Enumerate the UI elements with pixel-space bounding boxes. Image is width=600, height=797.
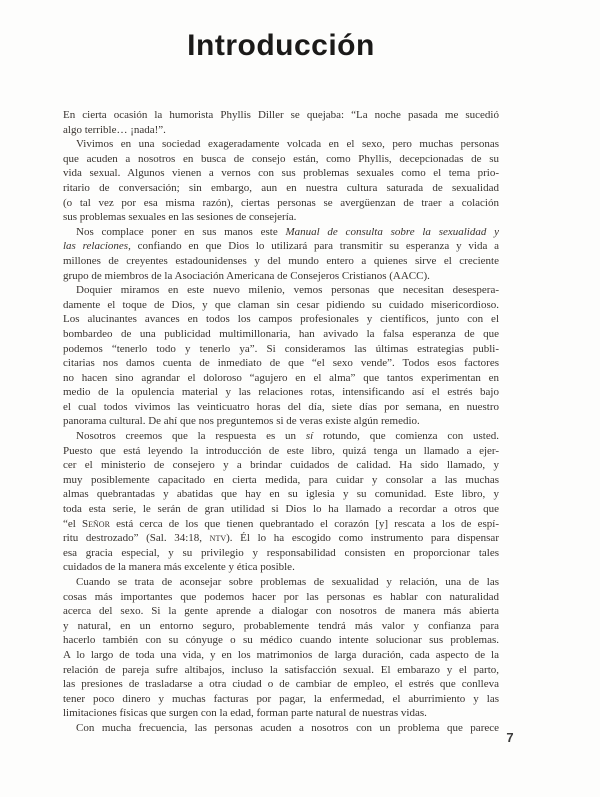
- text-run: grupo de miembros de la Asociación Americana de Consejeros Cristianos (AACC).: [63, 269, 430, 282]
- text-line: [63, 269, 499, 284]
- text-run: Doquier miramos en este nuevo milenio, vemos personas que necesitan desespera-: [76, 284, 499, 297]
- page-title: Introducción: [187, 29, 375, 62]
- text-line: [63, 692, 499, 707]
- paragraph: [63, 575, 499, 721]
- text-run: Con mucha frecuencia, las personas acuden a nosotros con un problema que parece: [76, 721, 499, 734]
- text-line: [63, 356, 499, 371]
- text-run: Nos complace poner en sus manos este: [76, 225, 286, 238]
- text-line: [63, 123, 499, 138]
- italic-text: las relaciones: [63, 240, 129, 253]
- text-line: [63, 517, 499, 532]
- text-run: que acuden a nosotros en busca de consejo están, como Phyllis, decepcionadas de su: [63, 152, 499, 165]
- text-run: sus problemas sexuales en las sesiones de consejería.: [63, 211, 297, 224]
- text-run: Vivimos en una sociedad exageradamente volcada en el sexo, pero muchas personas: [76, 138, 499, 151]
- text-run: almas quebrantadas y abatidas que hay en su iglesia y su comunidad. Este libro, y: [63, 488, 499, 501]
- text-run: tener poco dinero y muchas facturas por pagar, la enfermedad, el aburrimiento y las: [63, 692, 499, 705]
- text-run: acerca del sexo. Si la gente aprende a dialogar con nosotros de manera más abierta: [63, 605, 499, 618]
- text-run: “el: [63, 517, 83, 530]
- text-line: [63, 166, 499, 181]
- text-line: [63, 225, 499, 240]
- text-run: el cual todos vivimos las veinticuatro horas del día, siete días por semana, en nuestro: [63, 400, 499, 413]
- text-line: [63, 371, 499, 386]
- text-line: [63, 327, 499, 342]
- text-line: [63, 531, 499, 546]
- text-run: Cuando se trata de aconsejar sobre problemas de sexualidad y relación, una de las: [76, 576, 499, 588]
- text-run: algo terrible… ¡nada!”.: [63, 123, 166, 136]
- text-run: cosas más importantes que podemos hacer por las personas es hablar con naturalidad: [63, 590, 499, 603]
- paragraph: [63, 283, 499, 429]
- text-line: [63, 502, 499, 517]
- text-line: [63, 400, 499, 415]
- text-line: [63, 342, 499, 357]
- text-line: [63, 560, 499, 575]
- paragraph: [63, 225, 499, 283]
- text-run: (o tal vez por esa misma razón), ciertas personas se avergüenzan de traer a colación: [63, 196, 499, 209]
- text-run: citarias nos damos cuenta de inmediato de que “el sexo vende”. Todos esos factores: [63, 357, 499, 370]
- text-line: [63, 108, 499, 123]
- text-line: [63, 590, 499, 605]
- text-run: panorama cultural. De ahí que nos preguntemos si de veras existe algún remedio.: [63, 415, 420, 428]
- text-line: [63, 663, 499, 678]
- page-number: 7: [506, 730, 514, 745]
- text-line: [63, 487, 499, 502]
- text-run: rotundo, que comienza con usted.: [313, 430, 499, 443]
- paragraph: [63, 721, 499, 736]
- text-line: [63, 648, 499, 663]
- text-run: toda esta serie, le serán de gran utilidad si Dios lo ha llamado a recordar a otros que: [63, 503, 499, 516]
- text-run: relación de pareja sufre altibajos, incluso la satisfacción sexual. El embarazo y el parto,: [63, 663, 499, 676]
- smallcaps-text: ntv: [209, 532, 227, 545]
- text-line: [63, 210, 499, 225]
- smallcaps-text: Señor: [82, 517, 110, 530]
- text-run: hacerlo también con su cónyuge o su médico cuando intente solucionar sus problemas.: [63, 634, 499, 647]
- text-line: [63, 473, 499, 488]
- italic-text: sí: [305, 430, 314, 443]
- text-line: [63, 619, 499, 634]
- text-run: y natural, en un entorno seguro, probablemente tendrá más valor y confianza para: [63, 619, 499, 632]
- text-run: medio de la opulencia material y las relaciones rotas, intensificando así el estrés bajo: [63, 386, 499, 399]
- text-line: [63, 152, 499, 167]
- text-run: limitaciones físicas que surgen con la edad, forman parte natural de nuestras vidas.: [63, 707, 427, 720]
- text-run: Nosotros creemos que la respuesta es un: [76, 430, 306, 443]
- text-run: ritario de conversación; sin embargo, aun en nuestra cultura saturada de sexualidad: [63, 181, 499, 194]
- text-line: [63, 283, 499, 298]
- text-run: damente el toque de Dios, y que claman sin cesar pidiendo su cuidado misericordioso.: [63, 298, 499, 311]
- text-line: [63, 721, 499, 736]
- paragraph: [63, 108, 499, 137]
- text-run: muy posiblemente capacitado en cierta medida, para cuidar y consolar a las muchas: [63, 473, 499, 486]
- text-line: [63, 137, 499, 152]
- text-line: [63, 298, 499, 313]
- text-line: [63, 385, 499, 400]
- text-line: [63, 706, 499, 721]
- text-line: [63, 239, 499, 254]
- text-run: no hacen sino agrandar el doloroso “agujero en el alma” que tantos experimentan en: [63, 371, 499, 384]
- text-run: cuidados de la manera más excelente y ética posible.: [63, 561, 295, 574]
- text-run: esa gracia especial, y su privilegio y responsabilidad consisten en proporcionar tales: [63, 546, 499, 559]
- body-text: [63, 108, 499, 736]
- text-run: está cerca de los que tienen quebrantado el corazón [y] rescata a los de espí-: [109, 517, 499, 530]
- text-line: [63, 677, 499, 692]
- text-run: ritu destrozado” (Sal. 34:18,: [63, 532, 210, 545]
- italic-text: Manual de consulta sobre la sexualidad y: [285, 225, 499, 238]
- text-run: podemos “tenerlo todo y tenerlo ya”. Si consideramos las últimas estrategias publi-: [63, 342, 499, 355]
- text-line: [63, 196, 499, 211]
- text-run: A lo largo de toda una vida, y en los matrimonios de larga duración, cada aspecto de la: [63, 648, 499, 661]
- text-run: bombardeo de una publicidad multimillonaria, han avivado la falsa esperanza de que: [63, 327, 499, 340]
- text-line: [63, 575, 499, 590]
- paragraph: [63, 137, 499, 225]
- text-line: [63, 254, 499, 269]
- text-line: [63, 181, 499, 196]
- text-line: [63, 429, 499, 444]
- paragraph: [63, 429, 499, 575]
- text-run: las presiones de trasladarse a otra ciudad o de cambiar de empleo, el estrés que conlleva: [63, 678, 499, 691]
- text-run: millones de creyentes estadounidenses y del mundo entero a quienes sirve el creciente: [63, 254, 499, 267]
- text-run: vida sexual. Algunos vienen a vernos con sus problemas sexuales como el tema prio-: [63, 167, 499, 180]
- content-column: [63, 0, 499, 736]
- text-run: cer el ministerio de consejero y a brindar cuidados de calidad. Ha sido llamado, y: [63, 459, 499, 472]
- text-run: Los alucinantes avances en todos los campos profesionales y científicos, junto con el: [63, 313, 499, 326]
- text-line: [63, 604, 499, 619]
- text-line: [63, 312, 499, 327]
- text-run: , confiando en que Dios lo utilizará para transmitir su esperanza y vida a: [128, 240, 500, 253]
- text-line: [63, 546, 499, 561]
- text-run: En cierta ocasión la humorista Phyllis Diller se quejaba: “La noche pasada me sucedió: [63, 109, 499, 121]
- text-line: [63, 633, 499, 648]
- text-line: [63, 414, 499, 429]
- text-line: [63, 458, 499, 473]
- text-run: Puesto que está leyendo la introducción de este libro, quizá tenga un llamado a ejer-: [63, 444, 499, 457]
- text-line: [63, 444, 499, 459]
- text-run: ). Él lo ha escogido como instrumento para dispensar: [226, 532, 499, 545]
